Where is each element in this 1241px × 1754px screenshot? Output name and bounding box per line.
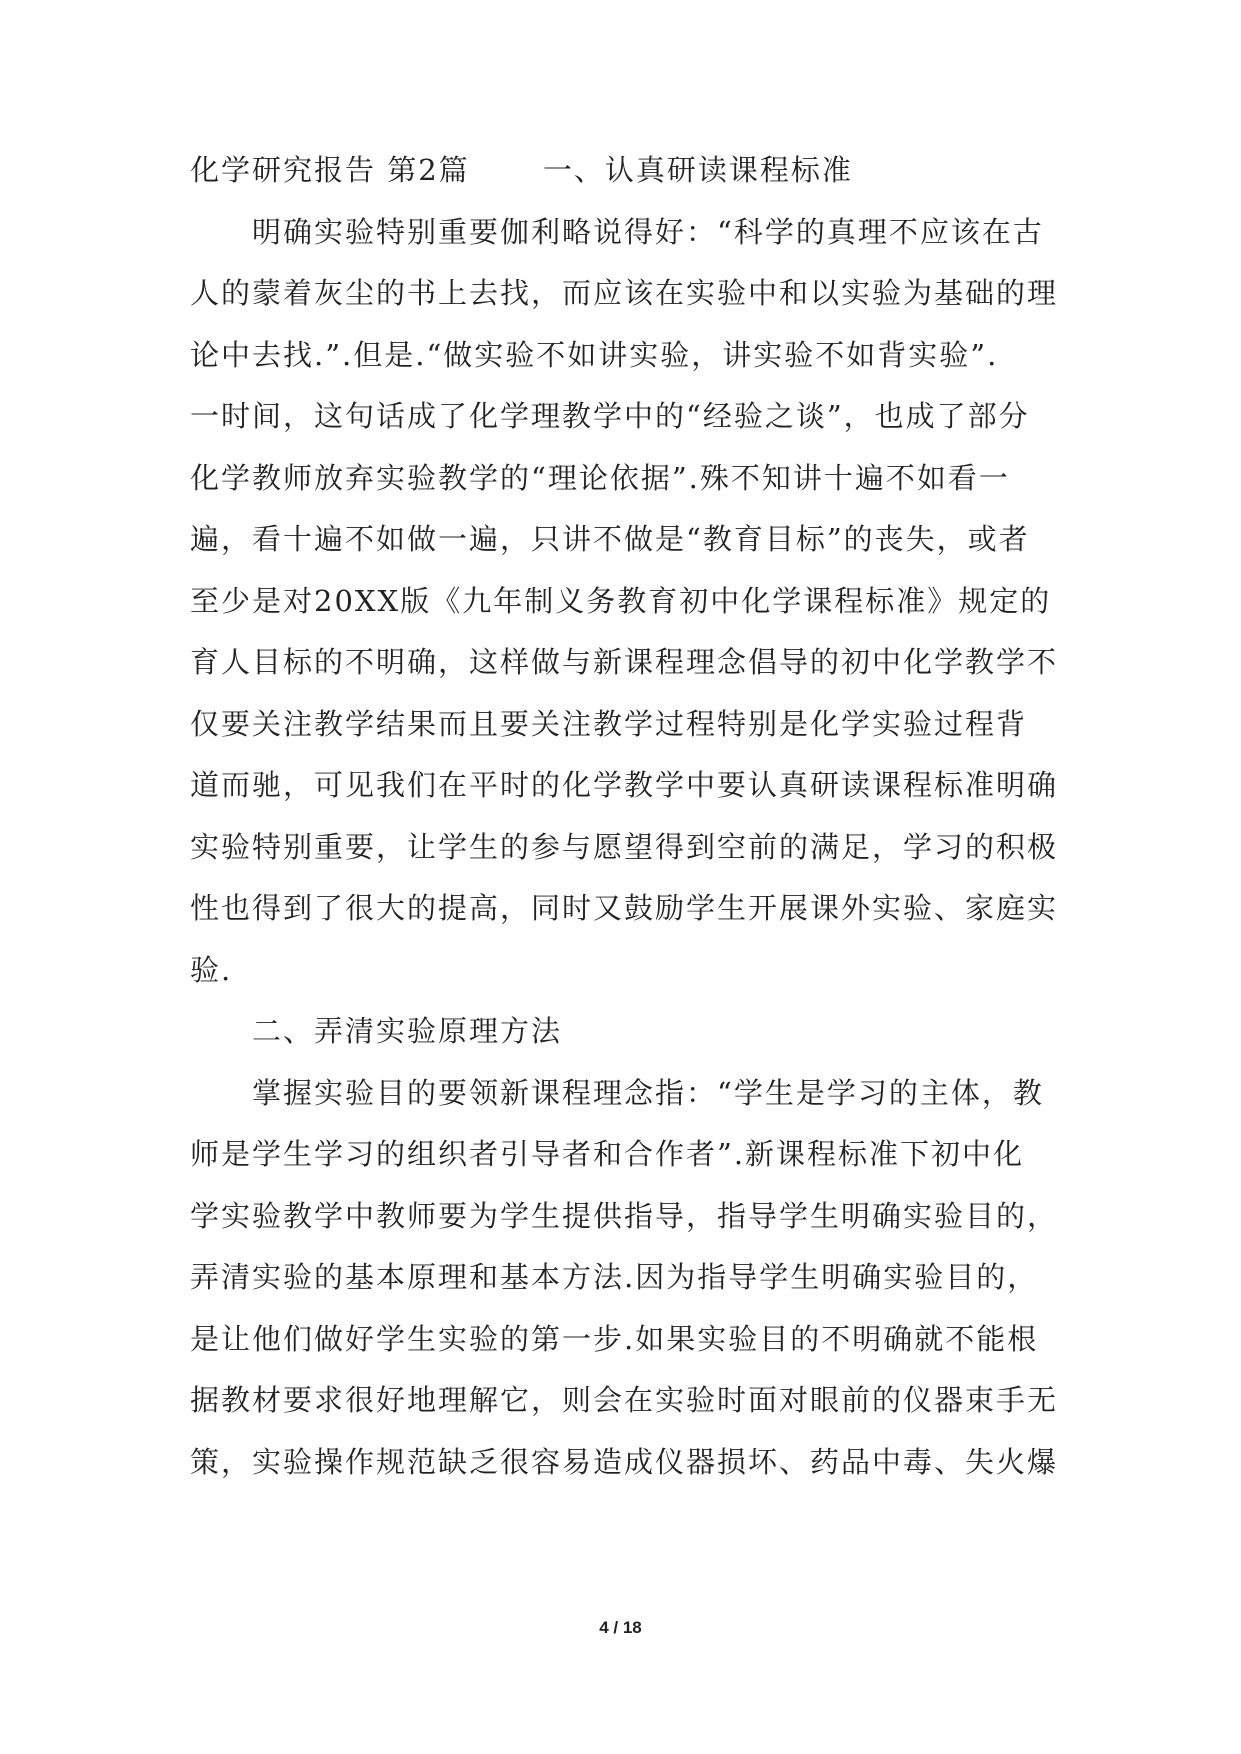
text-line-17: 师是学生学习的组织者引导者和合作者”.新课程标准下初中化 [190,1137,1025,1171]
text-line-5: 一时间，这句话成了化学理教学中的“经验之谈”，也成了部分 [190,399,1030,433]
text-line-13: 性也得到了很大的提高，同时又鼓励学生开展课外实验、家庭实 [190,891,1059,925]
text-line-3: 人的蒙着灰尘的书上去找，而应该在实验中和以实验为基础的理 [190,276,1059,310]
text-line-21: 据教材要求很好地理解它，则会在实验时面对眼前的仪器束手无 [190,1383,1059,1417]
text-line-1: 化学研究报告 第2篇 一、认真研读课程标准 [190,153,853,187]
text-line-19: 弄清实验的基本原理和基本方法.因为指导学生明确实验目的， [190,1260,1039,1294]
section-heading-2: 二、弄清实验原理方法 [190,1014,563,1048]
text-line-22: 策，实验操作规范缺乏很容易造成仪器损坏、药品中毒、失火爆 [190,1445,1059,1479]
text-line-7: 遍，看十遍不如做一遍，只讲不做是“教育目标”的丧失，或者 [190,522,1030,556]
text-line-4: 论中去找.”.但是.“做实验不如讲实验，讲实验不如背实验”. [190,338,999,372]
text-line-20: 是让他们做好学生实验的第一步.如果实验目的不明确就不能根 [190,1322,1039,1356]
page-number: 4 / 18 [599,1618,642,1637]
text-line-16: 掌握实验目的要领新课程理念指：“学生是学习的主体，教 [190,1076,1044,1110]
text-line-2: 明确实验特别重要伽利略说得好：“科学的真理不应该在古 [190,215,1044,249]
text-line-6: 化学教师放弃实验教学的“理论依据”.殊不知讲十遍不如看一 [190,461,1010,495]
text-line-12: 实验特别重要，让学生的参与愿望得到空前的满足，学习的积极 [190,830,1059,864]
text-line-10: 仅要关注教学结果而且要关注教学过程特别是化学实验过程背 [190,707,1028,741]
text-line-11: 道而驰，可见我们在平时的化学教学中要认真研读课程标准明确 [190,768,1059,802]
text-line-18: 学实验教学中教师要为学生提供指导，指导学生明确实验目的， [190,1199,1059,1233]
text-line-9: 育人目标的不明确，这样做与新课程理念倡导的初中化学教学不 [190,645,1059,679]
text-line-8: 至少是对20XX版《九年制义务教育初中化学课程标准》规定的 [190,584,1052,618]
text-line-14: 验. [190,953,233,987]
